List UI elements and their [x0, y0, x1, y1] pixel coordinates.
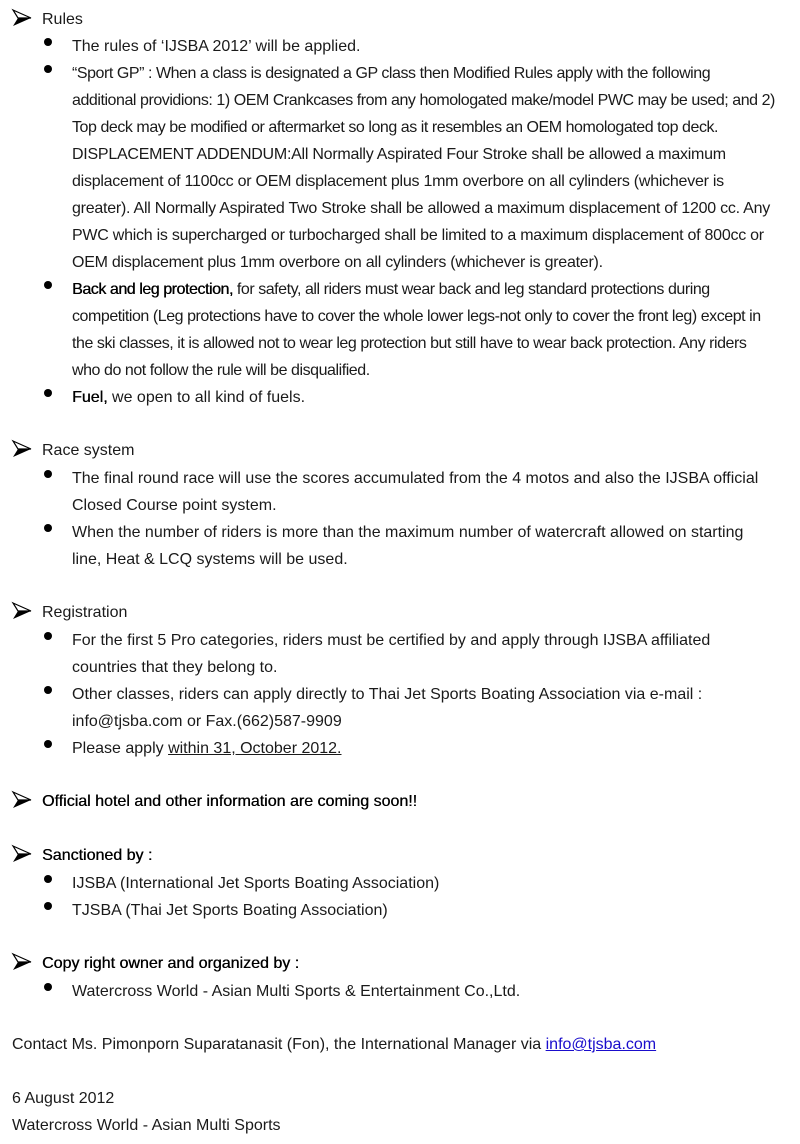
race-system-item: When the number of riders is more than the maximum number of watercraft allowed on starting line, Heat & LCQ systems will be used. [72, 524, 744, 568]
rules-heading: Rules [42, 11, 83, 28]
bullet-dot [44, 632, 52, 640]
bullet-dot [44, 983, 52, 991]
bullet-dot [44, 524, 52, 532]
back-leg-text: for safety, all riders must wear back and leg standard protections during competition (Leg protections have to cover the whole lower legs-not only to cover the front leg) except in the ski classes, it is allowed not to wear leg protection but still have to wear back protection. Any riders who do not follow the rule will be disqualified. [72, 281, 761, 379]
apply-prefix: Please apply [72, 740, 169, 757]
back-leg-label: Back and leg protection, [72, 281, 233, 298]
bullet-dot [44, 38, 52, 46]
contact-text: Contact Ms. Pimonporn Suparatanasit (Fon), the International Manager via [12, 1036, 546, 1053]
bullet-dot [44, 65, 52, 73]
registration-heading: Registration [42, 604, 128, 621]
footer-date: 6 August 2012 [12, 1090, 115, 1107]
contact-email-link[interactable]: info@tjsba.com [545, 1036, 657, 1053]
bullet-dot [44, 281, 52, 289]
apply-deadline: within 31, October 2012. [168, 740, 342, 757]
rules-item-sport-gp: “Sport GP” : When a class is designated a GP class then Modified Rules apply with the following additional providions: 1) OEM Crankcases from any homologated make/model PWC may be used; and 2) Top deck may be modified or aftermarket so long as it resembles an OEM homologated top deck. [72, 65, 775, 136]
rules-item-1: The rules of ‘IJSBA 2012’ will be applied. [72, 38, 361, 55]
bullet-dot [44, 389, 52, 397]
bullet-dot [44, 686, 52, 694]
race-system-heading: Race system [42, 442, 135, 459]
footer-org: Watercross World - Asian Multi Sports [12, 1117, 281, 1134]
registration-item: For the first 5 Pro categories, riders must be certified by and apply through IJSBA affiliated countries that they belong to. [72, 632, 711, 676]
registration-item: Other classes, riders can apply directly to Thai Jet Sports Boating Association via e-mail : info@tjsba.com or Fax.(662)587-9909 [72, 686, 703, 730]
copyright-heading: Copy right owner and organized by : [42, 955, 300, 972]
sanctioned-heading: Sanctioned by : [42, 847, 153, 864]
contact-line [12, 1031, 656, 1058]
race-system-item: The final round race will use the scores accumulated from the 4 motos and also the IJSBA official Closed Course point system. [72, 470, 759, 514]
arrow-bullet-icon [11, 844, 33, 864]
registration-deadline [72, 735, 777, 762]
rules-item-back-leg [72, 276, 777, 384]
sanctioned-item: TJSBA (Thai Jet Sports Boating Association) [72, 902, 388, 919]
bullet-dot [44, 470, 52, 478]
arrow-bullet-icon [11, 952, 33, 972]
sanctioned-item: IJSBA (International Jet Sports Boating Association) [72, 875, 440, 892]
arrow-bullet-icon [11, 8, 33, 28]
rules-item-fuel [72, 384, 777, 411]
arrow-bullet-icon [11, 790, 33, 810]
arrow-bullet-icon [11, 439, 33, 459]
fuel-text: we open to all kind of fuels. [107, 389, 306, 406]
copyright-item: Watercross World - Asian Multi Sports & Entertainment Co.,Ltd. [72, 983, 521, 1000]
bullet-dot [44, 740, 52, 748]
hotel-heading: Official hotel and other information are coming soon!! [42, 793, 418, 810]
bullet-dot [44, 902, 52, 910]
arrow-bullet-icon [11, 601, 33, 621]
bullet-dot [44, 875, 52, 883]
fuel-label: Fuel, [72, 389, 108, 406]
rules-item-displacement: DISPLACEMENT ADDENDUM:All Normally Aspirated Four Stroke shall be allowed a maximum displacement of 1100cc or OEM displacement plus 1mm overbore on all cylinders (whichever is greater). All Normally Aspirated Two Stroke shall be allowed a maximum displacement of 1200 cc. Any PWC which is supercharged or turbocharged shall be limited to a maximum displacement of 800cc or OEM displacement plus 1mm overbore on all cylinders (whichever is greater). [72, 146, 770, 271]
